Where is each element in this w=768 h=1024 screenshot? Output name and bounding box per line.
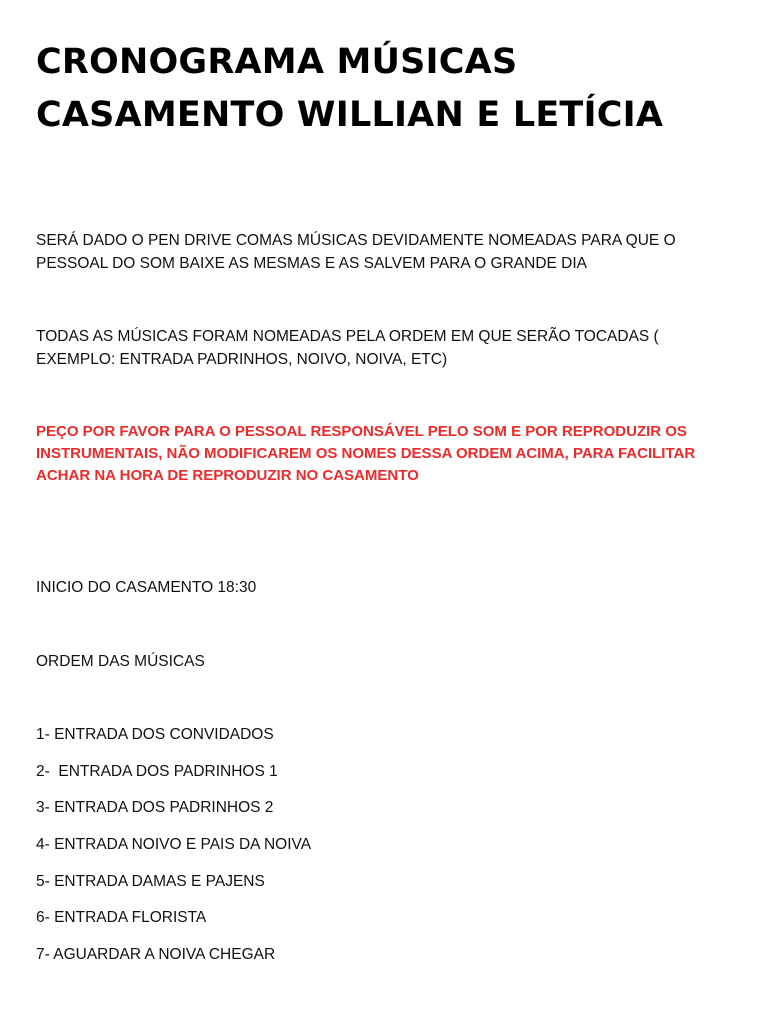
list-item: 1- ENTRADA DOS CONVIDADOS [36,726,274,743]
naming-paragraph: TODAS AS MÚSICAS FORAM NOMEADAS PELA ORDEM EM QUE SERÃO TOCADAS ( EXEMPLO: ENTRADA PADRINHOS, NOIVO, NOIVA, ETC) [36,328,659,368]
list-item: 4- ENTRADA NOIVO E PAIS DA NOIVA [36,836,312,853]
order-heading: ORDEM DAS MÚSICAS [36,653,205,670]
title-line-2: CASAMENTO WILLIAN E LETÍCIA [36,95,664,135]
intro-paragraph: SERÁ DADO O PEN DRIVE COMAS MÚSICAS DEVIDAMENTE NOMEADAS PARA QUE O PESSOAL DO SOM BAIXE AS MESMAS E AS SALVEM PARA O GRANDE DIA [36,232,676,272]
list-item: 5- ENTRADA DAMAS E PAJENS [36,873,265,890]
title-line-1: CRONOGRAMA MÚSICAS [36,42,518,82]
warning-paragraph: PEÇO POR FAVOR PARA O PESSOAL RESPONSÁVEL PELO SOM E POR REPRODUZIR OS INSTRUMENTAIS, NÃO MODIFICAREM OS NOMES DESSA ORDEM ACIMA, PARA FACILITAR ACHAR NA HORA DE REPRODUZIR NO CASAMENTO [36,423,696,484]
start-time: INICIO DO CASAMENTO 18:30 [36,579,257,596]
page-title [36,36,736,142]
list-item: 7- AGUARDAR A NOIVA CHEGAR [36,946,276,963]
list-item: 2- ENTRADA DOS PADRINHOS 1 [36,763,278,780]
list-item: 6- ENTRADA FLORISTA [36,909,207,926]
list-item: 3- ENTRADA DOS PADRINHOS 2 [36,799,274,816]
